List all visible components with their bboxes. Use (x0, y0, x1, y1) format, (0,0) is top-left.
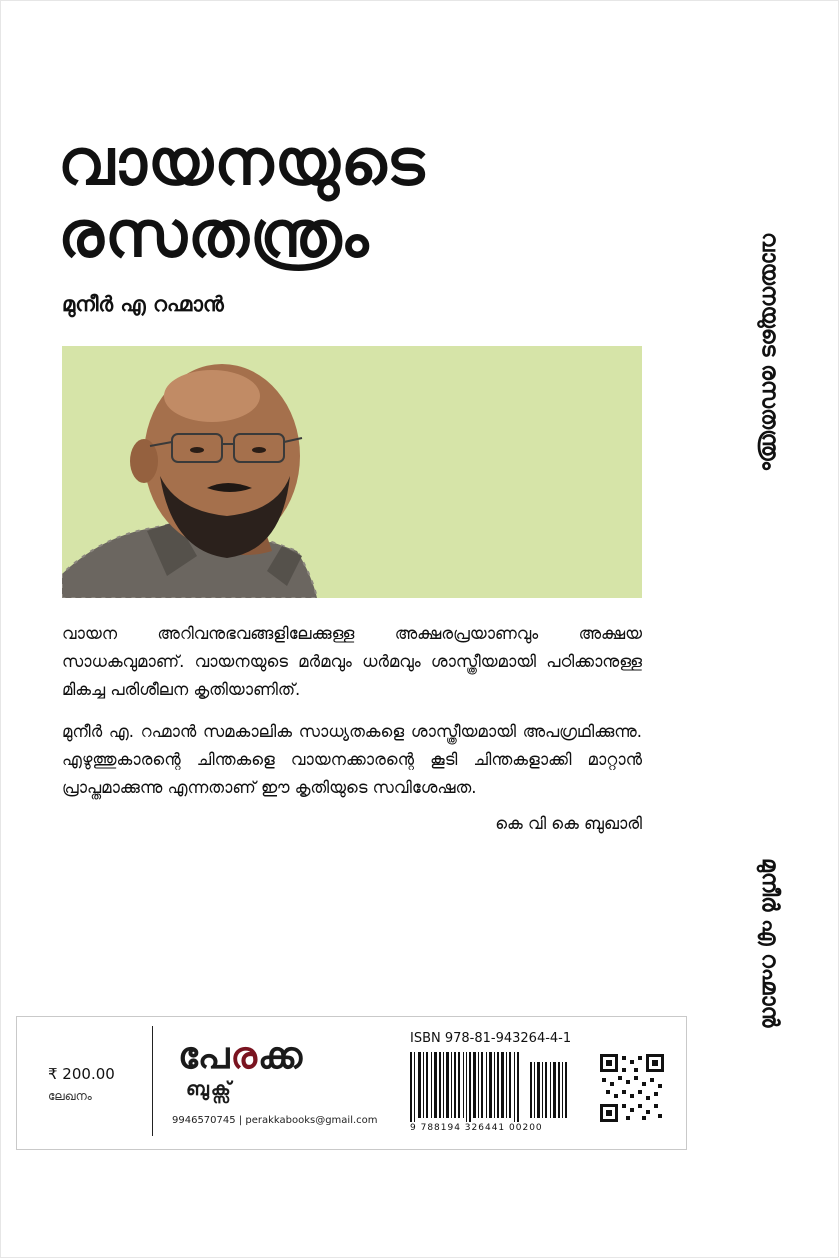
author-name: മുനീർ എ റഹ്മാൻ (62, 292, 224, 316)
price: ₹ 200.00 (48, 1065, 115, 1083)
blurb-paragraph-2: മുനീർ എ. റഹ്മാൻ സമകാലിക സാധ്യതകളെ ശാസ്ത്രീയമായി അപഗ്രഥിക്കുന്നു. എഴുത്തുകാരന്റെ ചിന്തകളെ വായനക്കാരന്റെ കൂടി ചിന്തകളാക്കി മാറ്റാൻ പ്രാപ്തമാക്കുന്നു എന്നതാണ് ഈ കൃതിയുടെ സവിശേഷത. (62, 722, 642, 797)
blurb-attribution: കെ വി കെ ബുഖാരി (495, 814, 642, 833)
publisher-contact: 9946570745 | perakkabooks@gmail.com (172, 1115, 378, 1126)
book-title (58, 128, 425, 271)
publisher-subtitle: ബുക്സ് (186, 1078, 233, 1100)
spine-title: വായനയുടെ രസതന്ത്രം (757, 232, 782, 470)
spine-author: മുനീർ എ റഹ്മാൻ (757, 858, 782, 1028)
barcode-digits: 9 788194 326441 00200 (410, 1123, 543, 1133)
title-line-2: രസതന്ത്രം (58, 197, 370, 272)
barcode-icon (408, 1052, 578, 1124)
back-cover-blurb (62, 620, 642, 816)
title-line-1: വായനയുടെ (58, 126, 426, 200)
footer-divider (152, 1026, 153, 1136)
publisher-logo-part-1: പേ (178, 1034, 231, 1077)
footer-panel (16, 1016, 687, 1150)
publisher-logo (178, 1034, 303, 1078)
price-label: ലേഖനം (48, 1089, 92, 1103)
publisher-logo-accent: ര (230, 1034, 258, 1077)
publisher-logo-part-2: ക്ക (257, 1034, 304, 1077)
qr-code-icon (600, 1054, 664, 1122)
isbn-label: ISBN 978-81-943264-4-1 (410, 1031, 572, 1046)
author-photo (62, 346, 642, 598)
author-portrait-illustration (62, 346, 642, 598)
blurb-paragraph-1: വായന അറിവനുഭവങ്ങളിലേക്കുള്ള അക്ഷരപ്രയാണവും അക്ഷയ സാധകവുമാണ്. വായനയുടെ മർമവും ധർമവും ശാസ്ത്രീയമായി പഠിക്കാനുള്ള മികച്ച പരിശീലന കൃതിയാണിത്. (62, 624, 642, 699)
